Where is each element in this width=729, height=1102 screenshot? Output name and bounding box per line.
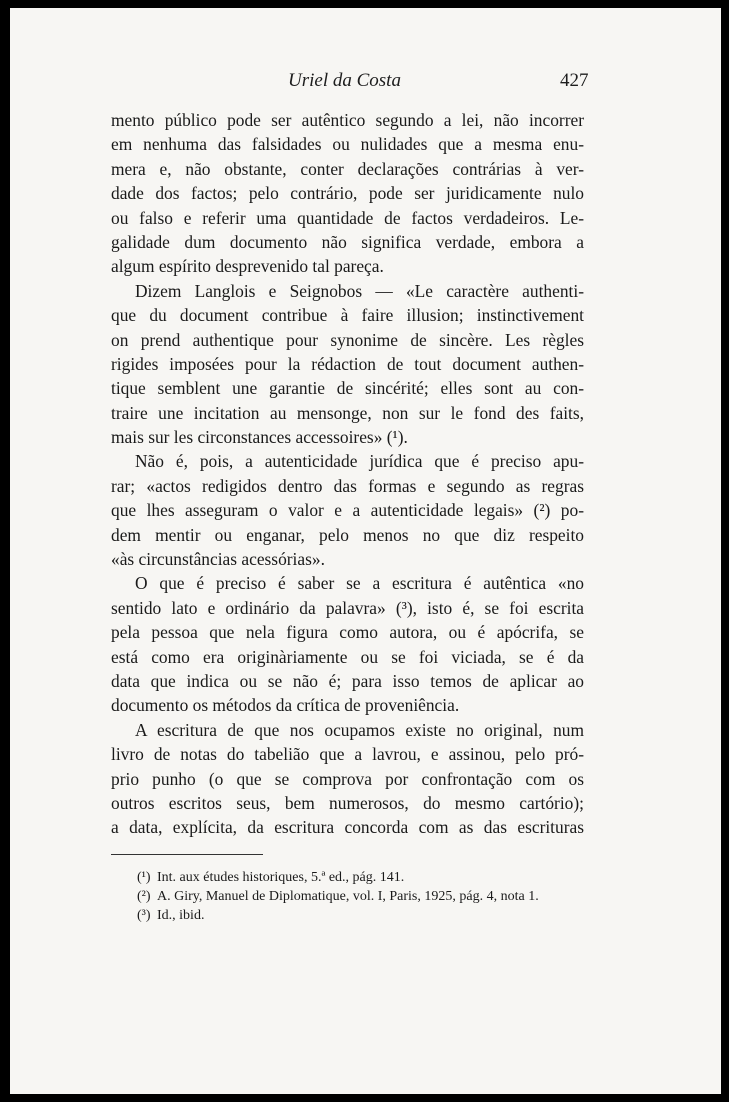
- footnote: [137, 868, 597, 887]
- text-line: ou falso e referir uma quantidade de factos verdadeiros. Le-: [111, 207, 584, 228]
- footnote-text: Int. aux études historiques, 5.ª ed., pág. 141.: [157, 870, 405, 885]
- text-line: que lhes asseguram o valor e a autenticidade legais» (²) po-: [111, 500, 584, 521]
- text-line: documento os métodos da crítica de proveniência.: [111, 695, 460, 716]
- footnote: [137, 887, 597, 906]
- text-line: mento público pode ser autêntico segundo a lei, não incorrer: [111, 110, 584, 130]
- running-title: Uriel da Costa: [288, 70, 401, 91]
- main-text: [111, 108, 584, 840]
- footnotes: [137, 868, 597, 925]
- text-line: dem mentir ou enganar, pelo menos no que diz respeito: [111, 524, 584, 545]
- text-line: rigides imposées pour la rédaction de tout document authen-: [111, 353, 584, 374]
- page-header: [10, 70, 721, 96]
- text-line: mera e, não obstante, conter declarações contrárias à ver-: [111, 158, 584, 179]
- text-line: mais sur les circonstances accessoires» (¹).: [111, 427, 408, 448]
- footnote-marker: (¹): [137, 870, 151, 885]
- footnote-text: Id., ibid.: [157, 908, 205, 923]
- text-line: em nenhuma das falsidades ou nulidades que a mesma enu-: [111, 134, 584, 155]
- text-line: data que indica ou se não é; para isso temos de aplicar ao: [111, 670, 584, 691]
- text-line: Não é, pois, a autenticidade jurídica que é preciso apu-: [135, 451, 584, 472]
- text-line: Dizem Langlois e Seignobos — «Le caractère authenti-: [135, 280, 584, 301]
- footnote-marker: (³): [137, 908, 151, 923]
- text-line: sentido lato e ordinário da palavra» (³), isto é, se foi escrita: [111, 597, 584, 618]
- footnote-text: A. Giry, Manuel de Diplomatique, vol. I, Paris, 1925, pág. 4, nota 1.: [157, 889, 539, 904]
- text-line: outros escritos seus, bem numerosos, do mesmo cartório);: [111, 792, 584, 813]
- text-line: dade dos factos; pelo contrário, pode ser juridicamente nulo: [111, 183, 584, 204]
- text-line: livro de notas do tabelião que a lavrou, e assinou, pelo pró-: [111, 744, 584, 765]
- text-line: O que é preciso é saber se a escritura é autêntica «no: [135, 573, 584, 594]
- footnote-divider: [111, 854, 263, 855]
- text-line: traire une incitation au mensonge, non sur le fond des faits,: [111, 402, 584, 423]
- text-line: galidade dum documento não significa verdade, embora a: [111, 231, 584, 252]
- text-line: pela pessoa que nela figura como autora, ou é apócrifa, se: [111, 622, 584, 643]
- book-page: [10, 8, 721, 1094]
- text-line: rar; «actos redigidos dentro das formas e segundo as regras: [111, 475, 584, 496]
- text-line: está como era originàriamente ou se foi viciada, se é da: [111, 646, 584, 667]
- page-number: 427: [560, 70, 589, 91]
- footnote-marker: (²): [137, 889, 151, 904]
- text-line: «às circunstâncias acessórias».: [111, 549, 325, 570]
- text-line: on prend authentique pour synonime de sincère. Les règles: [111, 329, 584, 350]
- footnote: [137, 906, 597, 925]
- text-line: A escritura de que nos ocupamos existe no original, num: [135, 719, 584, 740]
- text-line: algum espírito desprevenido tal pareça.: [111, 256, 384, 277]
- text-line: que du document contribue à faire illusion; instinctivement: [111, 305, 584, 326]
- text-line: tique semblent une garantie de sincérité; elles sont au con-: [111, 378, 584, 399]
- text-line: a data, explícita, da escritura concorda com as das escrituras: [111, 817, 584, 838]
- text-line: prio punho (o que se comprova por confrontação com os: [111, 768, 584, 789]
